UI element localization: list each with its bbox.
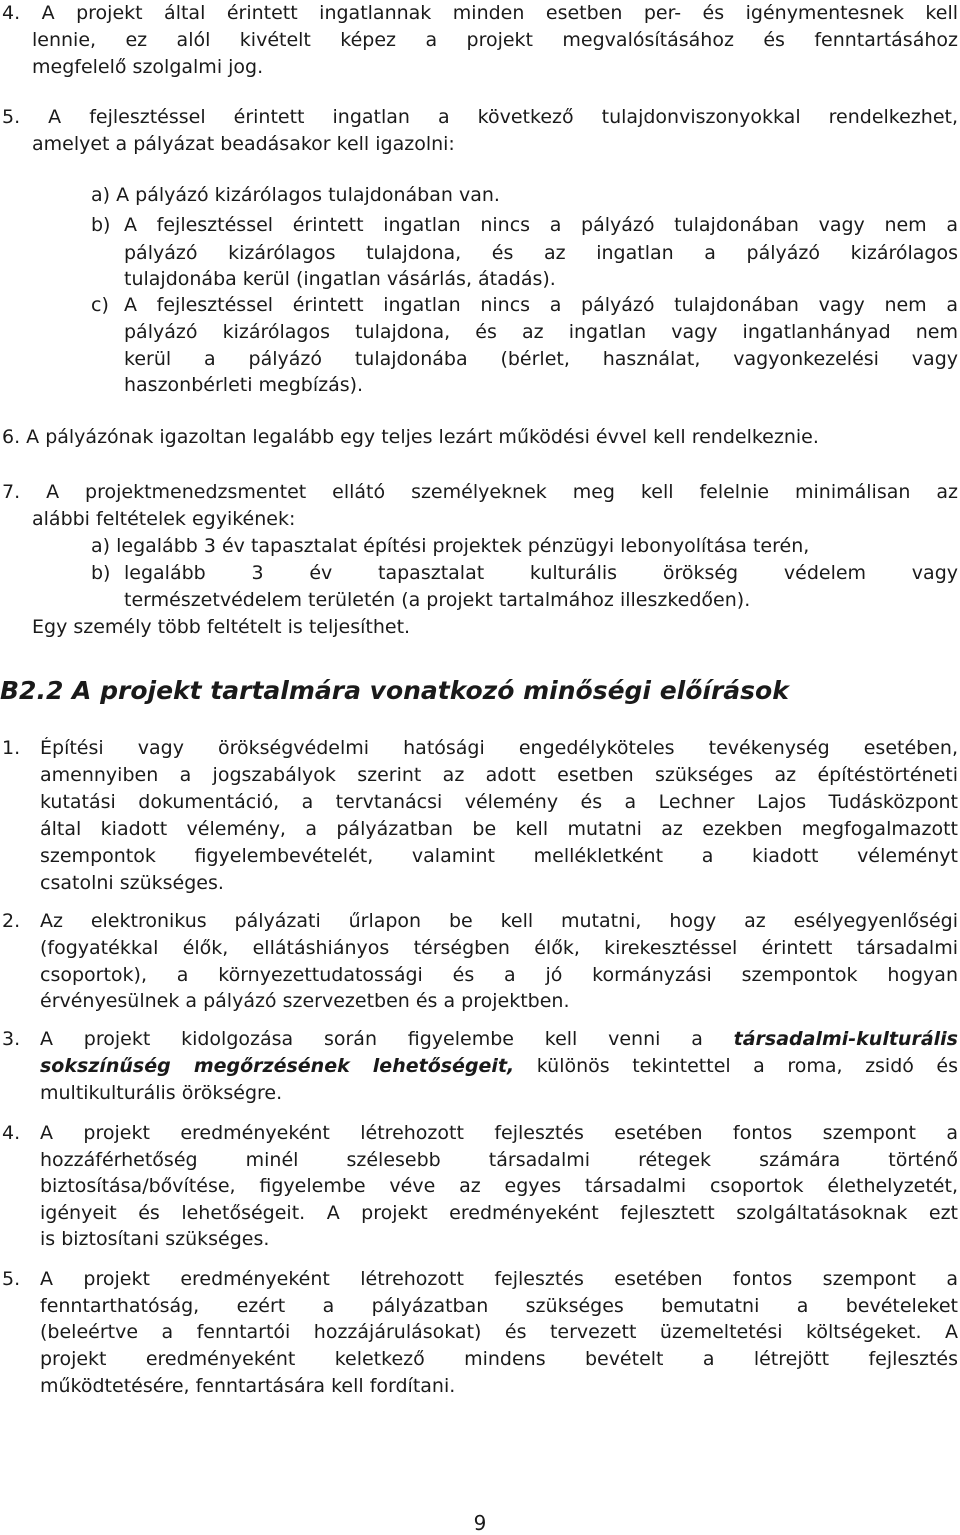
paragraph-line: legalább 3 év tapasztalat kulturális örökség védelem vagy: [124, 562, 958, 584]
paragraph-line: természetvédelem területén (a projekt tartalmához illeszkedően).: [124, 589, 751, 611]
paragraph-line: haszonbérleti megbízás).: [124, 374, 364, 396]
plain-text: különös tekintettel a roma, zsidó és: [514, 1055, 958, 1077]
item-number: 1.: [2, 737, 21, 759]
paragraph-line: 5. A fejlesztéssel érintett ingatlan a következő tulajdonviszonyokkal rendelkezhet,: [2, 106, 958, 128]
sub-item-label: b): [91, 214, 111, 236]
paragraph-line: szempontok figyelembevételét, valamint mellékletként a kiadott véleményt: [40, 845, 958, 867]
paragraph-line: A fejlesztéssel érintett ingatlan nincs a pályázó tulajdonában vagy nem a: [124, 294, 958, 316]
paragraph-line: kutatási dokumentáció, a tervtanácsi vélemény és a Lechner Lajos Tudásközpont: [40, 791, 958, 813]
paragraph-line: működtetésére, fenntartására kell fordítani.: [40, 1375, 456, 1397]
paragraph-line: csatolni szükséges.: [40, 872, 224, 894]
item-number: 5.: [2, 1268, 21, 1290]
sub-item-label: b): [91, 562, 111, 584]
emphasis-text: sokszínűség megőrzésének lehetőségeit,: [40, 1055, 515, 1077]
paragraph-line: (beleértve a fenntartói hozzájárulásokat) és tervezett üzemeltetési költségeket. A: [40, 1321, 958, 1343]
paragraph-line: Az elektronikus pályázati űrlapon be kell mutatni, hogy az esélyegyenlőségi: [40, 910, 958, 932]
item-number: 3.: [2, 1028, 21, 1050]
paragraph-line: Építési vagy örökségvédelmi hatósági engedélyköteles tevékenység esetében,: [40, 737, 958, 759]
paragraph-line: amelyet a pályázat beadásakor kell igazolni:: [32, 133, 455, 155]
paragraph-line: A projekt eredményeként létrehozott fejlesztés esetében fontos szempont a: [40, 1268, 958, 1290]
paragraph-line: által kiadott vélemény, a pályázatban be kell mutatni az ezekben megfogalmazott: [40, 818, 958, 840]
paragraph-line: pályázó kizárólagos tulajdona, és az ingatlan a pályázó kizárólagos: [124, 242, 958, 264]
paragraph-line: 4. A projekt által érintett ingatlannak minden esetben per- és igénymentesnek kell: [2, 2, 958, 24]
sub-item-a: a) legalább 3 év tapasztalat építési projektek pénzügyi lebonyolítása terén,: [91, 535, 810, 557]
paragraph-line: érvényesülnek a pályázó szervezetben és a projektben.: [40, 990, 570, 1012]
paragraph-line: fenntarthatóság, ezért a pályázatban szükséges bemutatni a bevételeket: [40, 1295, 958, 1317]
paragraph-line: multikulturális örökségre.: [40, 1082, 283, 1104]
paragraph-line: A projekt eredményeként létrehozott fejlesztés esetében fontos szempont a: [40, 1122, 958, 1144]
sub-item-a: a) A pályázó kizárólagos tulajdonában van.: [91, 184, 500, 206]
plain-text: A projekt kidolgozása során figyelembe kell venni a: [40, 1028, 734, 1050]
paragraph-line: megfelelő szolgalmi jog.: [32, 56, 264, 78]
paragraph-line: projekt eredményeként keletkező mindens bevételt a létrejött fejlesztés: [40, 1348, 958, 1370]
page-number: 9: [473, 1511, 487, 1535]
paragraph-line: amennyiben a jogszabályok szerint az adott esetben szükséges az építéstörténeti: [40, 764, 958, 786]
note-text: Egy személy több feltételt is teljesíthet.: [32, 616, 411, 638]
paragraph-line: biztosítása/bővítése, figyelembe véve az egyes társadalmi csoportok élethelyzetét,: [40, 1175, 958, 1197]
list-item: 6. A pályázónak igazoltan legalább egy teljes lezárt működési évvel kell rendelkeznie.: [2, 426, 819, 448]
paragraph-line: [40, 1055, 958, 1079]
paragraph-line: tulajdonába kerül (ingatlan vásárlás, átadás).: [124, 268, 556, 290]
paragraph-line: kerül a pályázó tulajdonába (bérlet, használat, vagyonkezelési vagy: [124, 348, 958, 370]
paragraph-line: alábbi feltételek egyikének:: [32, 508, 296, 530]
paragraph-line: hozzáférhetőség minél szélesebb társadalmi rétegek számára történő: [40, 1149, 958, 1171]
paragraph-line: 7. A projektmenedzsmentet ellátó személyeknek meg kell felelnie minimálisan az: [2, 481, 958, 503]
sub-item-label: c): [91, 294, 109, 316]
item-number: 4.: [2, 1122, 21, 1144]
paragraph-line: igényeit és lehetőségeit. A projekt eredményeként fejlesztett szolgáltatásoknak ezt: [40, 1202, 958, 1224]
paragraph-line: A fejlesztéssel érintett ingatlan nincs a pályázó tulajdonában vagy nem a: [124, 214, 958, 236]
paragraph-line: lennie, ez alól kivételt képez a projekt megvalósításához és fenntartásához: [32, 29, 958, 51]
paragraph-line: [40, 1028, 958, 1052]
paragraph-line: csoportok), a környezettudatossági és a jó kormányzási szempontok hogyan: [40, 964, 958, 986]
item-number: 2.: [2, 910, 21, 932]
paragraph-line: is biztosítani szükséges.: [40, 1228, 270, 1250]
paragraph-line: (fogyatékkal élők, ellátáshiányos térségben élők, kirekesztéssel érintett társadalmi: [40, 937, 958, 959]
section-heading: B2.2 A projekt tartalmára vonatkozó minőségi előírások: [0, 676, 789, 705]
emphasis-text: társadalmi-kulturális: [733, 1028, 958, 1050]
paragraph-line: pályázó kizárólagos tulajdona, és az ingatlan vagy ingatlanhányad nem: [124, 321, 958, 343]
